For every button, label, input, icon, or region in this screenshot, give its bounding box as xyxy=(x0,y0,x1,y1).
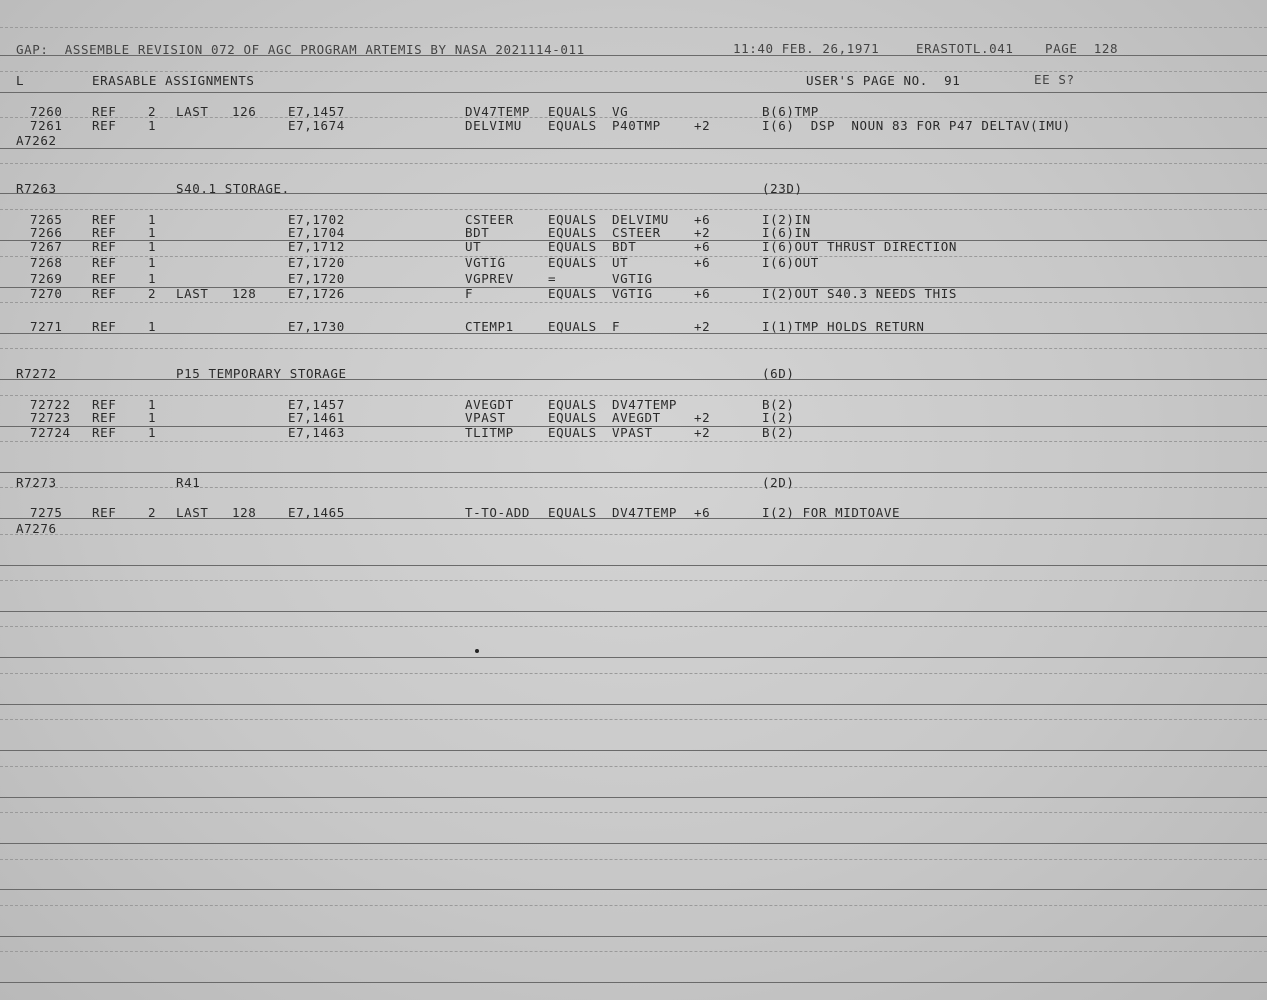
listing-n: 1 xyxy=(148,212,157,227)
listing-loc: E7,1730 xyxy=(288,319,345,334)
listing-op: EQUALS xyxy=(548,255,597,270)
listing-n: 1 xyxy=(148,118,157,133)
listing-last: R41 xyxy=(176,475,201,490)
listing-sym: AVEGDT xyxy=(465,397,514,412)
listing-op: EQUALS xyxy=(548,118,597,133)
listing-inc: +6 xyxy=(694,255,711,270)
listing-sym: CSTEER xyxy=(465,212,514,227)
listing-arg: DV47TEMP xyxy=(612,505,678,520)
listing-inc: +2 xyxy=(694,118,711,133)
listing-op: EQUALS xyxy=(548,505,597,520)
ink-speck xyxy=(475,649,479,653)
listing-sym: T-TO-ADD xyxy=(465,505,531,520)
listing-inc: +2 xyxy=(694,425,711,440)
listing-ln: 7265 xyxy=(30,212,63,227)
listing-loc: E7,1465 xyxy=(288,505,345,520)
listing-ref: REF xyxy=(92,225,117,240)
listing-inc: +6 xyxy=(694,286,711,301)
listing-last: LAST xyxy=(176,505,209,520)
section-marker: L xyxy=(16,73,25,88)
listing-ln: 7271 xyxy=(30,319,63,334)
listing-comment: (23D) xyxy=(762,181,803,196)
listing-ref: REF xyxy=(92,286,117,301)
listing-header-file: ERASTOTL.041 xyxy=(916,41,1014,56)
listing-op: EQUALS xyxy=(548,225,597,240)
listing-n: 1 xyxy=(148,397,157,412)
listing-pg: 128 xyxy=(232,505,257,520)
listing-loc: E7,1461 xyxy=(288,410,345,425)
listing-last: P15 TEMPORARY STORAGE xyxy=(176,366,347,381)
listing-ln: 7261 xyxy=(30,118,63,133)
listing-loc: E7,1704 xyxy=(288,225,345,240)
listing-op: EQUALS xyxy=(548,286,597,301)
listing-ln: A7262 xyxy=(16,133,57,148)
listing-ln: 7269 xyxy=(30,271,63,286)
listing-arg: VGTIG xyxy=(612,271,653,286)
listing-arg: AVEGDT xyxy=(612,410,661,425)
listing-comment: I(6)IN xyxy=(762,225,811,240)
listing-arg: BDT xyxy=(612,239,637,254)
listing-sym: VPAST xyxy=(465,410,506,425)
listing-op: EQUALS xyxy=(548,319,597,334)
listing-op: EQUALS xyxy=(548,410,597,425)
listing-n: 1 xyxy=(148,271,157,286)
listing-loc: E7,1457 xyxy=(288,397,345,412)
listing-n: 1 xyxy=(148,239,157,254)
listing-ref: REF xyxy=(92,255,117,270)
listing-n: 2 xyxy=(148,286,157,301)
listing-comment: I(6) DSP NOUN 83 FOR P47 DELTAV(IMU) xyxy=(762,118,1071,133)
listing-sym: CTEMP1 xyxy=(465,319,514,334)
listing-ln: 7266 xyxy=(30,225,63,240)
listing-loc: E7,1463 xyxy=(288,425,345,440)
listing-arg: F xyxy=(612,319,621,334)
listing-arg: VG xyxy=(612,104,629,119)
listing-comment: I(2) FOR MIDTOAVE xyxy=(762,505,901,520)
listing-n: 2 xyxy=(148,104,157,119)
listing-n: 1 xyxy=(148,225,157,240)
listing-sym: TLITMP xyxy=(465,425,514,440)
listing-comment: I(1)TMP HOLDS RETURN xyxy=(762,319,925,334)
listing-comment: I(6)OUT THRUST DIRECTION xyxy=(762,239,958,254)
listing-sym: BDT xyxy=(465,225,490,240)
listing-ref: REF xyxy=(92,410,117,425)
listing-pg: 128 xyxy=(232,286,257,301)
listing-sym: F xyxy=(465,286,474,301)
listing-loc: E7,1726 xyxy=(288,286,345,301)
listing-n: 1 xyxy=(148,410,157,425)
listing-comment: B(2) xyxy=(762,425,795,440)
listing-ref: REF xyxy=(92,104,117,119)
listing-ln: 7268 xyxy=(30,255,63,270)
listing-n: 2 xyxy=(148,505,157,520)
listing-pg: 126 xyxy=(232,104,257,119)
listing-header-timestamp: 11:40 FEB. 26,1971 xyxy=(733,41,880,56)
listing-sym: VGPREV xyxy=(465,271,514,286)
page-code: EE S? xyxy=(1034,72,1075,87)
listing-ref: REF xyxy=(92,425,117,440)
listing-arg: DELVIMU xyxy=(612,212,669,227)
listing-loc: E7,1457 xyxy=(288,104,345,119)
listing-n: 1 xyxy=(148,255,157,270)
listing-ref: REF xyxy=(92,397,117,412)
listing-arg: UT xyxy=(612,255,629,270)
listing-comment: (6D) xyxy=(762,366,795,381)
listing-inc: +6 xyxy=(694,505,711,520)
listing-op: = xyxy=(548,271,557,286)
listing-last: LAST xyxy=(176,286,209,301)
listing-header-page: PAGE 128 xyxy=(1045,41,1119,56)
listing-comment: I(2)OUT S40.3 NEEDS THIS xyxy=(762,286,958,301)
listing-op: EQUALS xyxy=(548,104,597,119)
listing-comment: B(2) xyxy=(762,397,795,412)
listing-ln: 7270 xyxy=(30,286,63,301)
listing-last: S40.1 STORAGE. xyxy=(176,181,290,196)
listing-sym: DV47TEMP xyxy=(465,104,531,119)
listing-ln: 72724 xyxy=(30,425,71,440)
listing-ln: R7263 xyxy=(16,181,57,196)
listing-loc: E7,1720 xyxy=(288,271,345,286)
listing-ln: 72722 xyxy=(30,397,71,412)
listing-op: EQUALS xyxy=(548,397,597,412)
listing-inc: +6 xyxy=(694,239,711,254)
listing-n: 1 xyxy=(148,425,157,440)
listing-ln: 7260 xyxy=(30,104,63,119)
listing-ref: REF xyxy=(92,319,117,334)
listing-comment: (2D) xyxy=(762,475,795,490)
listing-comment: B(6)TMP xyxy=(762,104,819,119)
listing-ref: REF xyxy=(92,271,117,286)
listing-ref: REF xyxy=(92,118,117,133)
listing-loc: E7,1702 xyxy=(288,212,345,227)
listing-arg: CSTEER xyxy=(612,225,661,240)
listing-ln: 7275 xyxy=(30,505,63,520)
listing-inc: +2 xyxy=(694,225,711,240)
listing-loc: E7,1674 xyxy=(288,118,345,133)
listing-op: EQUALS xyxy=(548,239,597,254)
listing-ln: A7276 xyxy=(16,521,57,536)
listing-ln: R7273 xyxy=(16,475,57,490)
listing-last: LAST xyxy=(176,104,209,119)
listing-inc: +2 xyxy=(694,410,711,425)
listing-comment: I(2)IN xyxy=(762,212,811,227)
listing-arg: DV47TEMP xyxy=(612,397,678,412)
listing-inc: +2 xyxy=(694,319,711,334)
listing-sym: DELVIMU xyxy=(465,118,522,133)
listing-loc: E7,1712 xyxy=(288,239,345,254)
listing-ref: REF xyxy=(92,212,117,227)
listing-sym: VGTIG xyxy=(465,255,506,270)
listing-sym: UT xyxy=(465,239,482,254)
listing-arg: VPAST xyxy=(612,425,653,440)
users-page-number: USER'S PAGE NO. 91 xyxy=(806,73,961,88)
listing-comment: I(2) xyxy=(762,410,795,425)
listing-ln: 7267 xyxy=(30,239,63,254)
listing-ref: REF xyxy=(92,505,117,520)
listing-inc: +6 xyxy=(694,212,711,227)
listing-header-title: GAP: ASSEMBLE REVISION 072 OF AGC PROGRAM ARTEMIS BY NASA 2021114-011 xyxy=(16,42,585,57)
listing-ln: R7272 xyxy=(16,366,57,381)
listing-op: EQUALS xyxy=(548,212,597,227)
listing-op: EQUALS xyxy=(548,425,597,440)
section-title: ERASABLE ASSIGNMENTS xyxy=(92,73,255,88)
listing-loc: E7,1720 xyxy=(288,255,345,270)
listing-comment: I(6)OUT xyxy=(762,255,819,270)
listing-ref: REF xyxy=(92,239,117,254)
listing-n: 1 xyxy=(148,319,157,334)
listing-ln: 72723 xyxy=(30,410,71,425)
listing-arg: P40TMP xyxy=(612,118,661,133)
listing-arg: VGTIG xyxy=(612,286,653,301)
